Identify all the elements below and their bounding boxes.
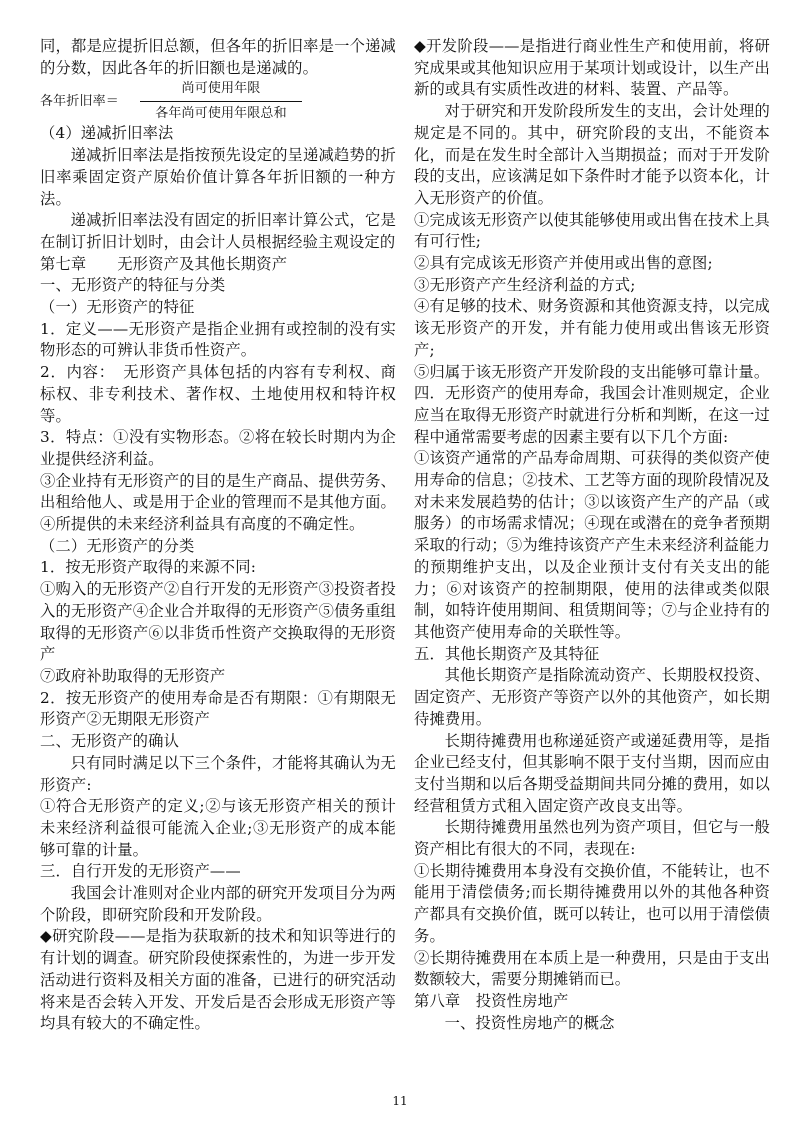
paragraph: 递减折旧率法是指按预先设定的呈递减趋势的折旧率乘固定资产原始价值计算各年折旧额的一种方法。 bbox=[40, 146, 396, 208]
paragraph: 五．其他长期资产及其特征 bbox=[414, 644, 600, 663]
paragraph: 长期待摊费用也称递延资产或递延费用等，是指企业已经支付，但其影响不限于支付当期，因而应由支付当期和以后各期受益期间共同分摊的费用，如以经营租赁方式租入固定资产改良支出等。 bbox=[414, 731, 770, 815]
paragraph: 一、无形资产的特征与分类 bbox=[40, 276, 226, 295]
paragraph: ③无形资产产生经济利益的方式; bbox=[414, 275, 636, 294]
paragraph: 我国会计准则对企业内部的研究开发项目分为两个阶段，即研究阶段和开发阶段。 bbox=[40, 884, 396, 924]
paragraph: 递减折旧率法没有固定的折旧率计算公式，它是在制订折旧计划时，由会计人员根据经验主观设定的 bbox=[40, 211, 396, 251]
paragraph: ③企业持有无形资产的目的是生产商品、提供劳务、出租给他人、或是用于企业的管理而不是其他方面。④所提供的未来经济利益具有高度的不确定性。 bbox=[40, 471, 396, 534]
right-column bbox=[414, 36, 770, 1034]
paragraph: 1．按无形资产取得的来源不同: bbox=[40, 558, 256, 577]
paragraph: 第八章 投资性房地产 bbox=[414, 991, 569, 1010]
paragraph: ②长期待摊费用在本质上是一种费用，只是由于支出数额较大，需要分期摊销而已。 bbox=[414, 948, 770, 989]
formula-label: 各年折旧率＝ bbox=[40, 93, 119, 109]
paragraph: 同，都是应提折旧总额，但各年的折旧率是一个递减的分数，因此各年的折旧额也是递减的。 bbox=[40, 37, 396, 77]
paragraph: 2．内容： 无形资产具体包括的内容有专利权、商标权、非专利技术、著作权、土地使用权和特许权等。 bbox=[40, 363, 396, 425]
paragraph: ①该资产通常的产品寿命周期、可获得的类似资产使用寿命的信息；②技术、工艺等方面的现阶段情况及对未来发展趋势的估计；③以该资产生产的产品（或服务）的市场需求情况；④现在或潜在的竞争者预期采取的行动；⑤为维持该资产产生未来经济利益能力的预期维护支出，以及企业预计支付有关支出的能力；⑥对该资产的控制期限，使用的法律或类似限制，如特许使用期间、租赁期间等；⑦与企业持有的其他资产使用寿命的关联性等。 bbox=[414, 449, 770, 641]
paragraph: 其他长期资产是指除流动资产、长期股权投资、固定资产、无形资产等资产以外的其他资产，如长期待摊费用。 bbox=[414, 666, 770, 728]
paragraph: ④有足够的技术、财务资源和其他资源支持，以完成该无形资产的开发，并有能力使用或出售该无形资产; bbox=[414, 297, 770, 359]
left-column bbox=[40, 36, 396, 1035]
paragraph: ◆研究阶段——是指为获取新的技术和知识等进行的有计划的调查。研究阶段使探索性的，为进一步开发活动进行资料及相关方面的准备，已进行的研究活动将来是否会转入开发、开发后是否会形成无形资产等均具有较大的不确定性。 bbox=[40, 927, 396, 1033]
paragraph: ①符合无形资产的定义;②与该无形资产相关的预计未来经济利益很可能流入企业;③无形资产的成本能够可靠的计量。 bbox=[40, 797, 396, 859]
paragraph: ⑦政府补助取得的无形资产 bbox=[40, 666, 226, 685]
paragraph: ①长期待摊费用本身没有交换价值，不能转让，也不能用于清偿债务;而长期待摊费用以外的其他各种资产都具有交换价值，既可以转让，也可以用于清偿债务。 bbox=[414, 861, 770, 945]
paragraph: 一、投资性房地产的概念 bbox=[444, 1013, 615, 1032]
paragraph: 二、无形资产的确认 bbox=[40, 732, 180, 751]
formula-denominator: 各年尚可使用年限总和 bbox=[155, 105, 287, 121]
paragraph: 只有同时满足以下三个条件，才能将其确认为无形资产: bbox=[40, 753, 396, 794]
paragraph: 第七章 无形资产及其他长期资产 bbox=[40, 254, 288, 273]
paragraph: 四．无形资产的使用寿命，我国会计准则规定，企业应当在取得无形资产时就进行分析和判断，在这一过程中通常需要考虑的因素主要有以下几个方面: bbox=[414, 384, 770, 446]
paragraph: 2．按无形资产的使用寿命是否有期限：①有期限无形资产②无期限无形资产 bbox=[40, 688, 396, 729]
paragraph: 3．特点：①没有实物形态。②将在较长时期内为企业提供经济利益。 bbox=[40, 428, 396, 468]
paragraph: （一）无形资产的特征 bbox=[40, 298, 195, 317]
paragraph: （二）无形资产的分类 bbox=[40, 536, 195, 555]
paragraph: （4）递减折旧率法 bbox=[40, 124, 174, 143]
paragraph: ①购入的无形资产②自行开发的无形资产③投资者投入的无形资产④企业合并取得的无形资产⑤债务重组取得的无形资产⑥以非货币性资产交换取得的无形资产 bbox=[40, 580, 396, 664]
paragraph: 1．定义——无形资产是指企业拥有或控制的没有实物形态的可辨认非货币性资产。 bbox=[40, 319, 396, 360]
paragraph: ①完成该无形资产以使其能够使用或出售在技术上具有可行性; bbox=[414, 210, 770, 251]
paragraph: 长期待摊费用虽然也列为资产项目，但它与一般资产相比有很大的不同，表现在: bbox=[414, 818, 770, 859]
paragraph: 三．自行开发的无形资产—— bbox=[40, 862, 241, 881]
paragraph: ⑤归属于该无形资产开发阶段的支出能够可靠计量。 bbox=[414, 362, 770, 381]
paragraph: ②具有完成该无形资产并使用或出售的意图; bbox=[414, 254, 713, 273]
formula-fraction bbox=[140, 78, 302, 124]
paragraph: ◆开发阶段——是指进行商业性生产和使用前，将研究成果或其他知识应用于某项计划或设计，以生产出新的或具有实质性改进的材料、装置、产品等。 bbox=[414, 37, 770, 99]
paragraph: 对于研究和开发阶段所发生的支出，会计处理的规定是不同的。其中，研究阶段的支出，不能资本化，而是在发生时全部计入当期损益；而对于开发阶段的支出，应该满足如下条件时才能予以资本化，计入无形资产的价值。 bbox=[414, 102, 770, 207]
formula-numerator: 尚可使用年限 bbox=[140, 78, 302, 102]
depreciation-formula bbox=[40, 79, 396, 123]
page-number: 11 bbox=[392, 1094, 408, 1108]
